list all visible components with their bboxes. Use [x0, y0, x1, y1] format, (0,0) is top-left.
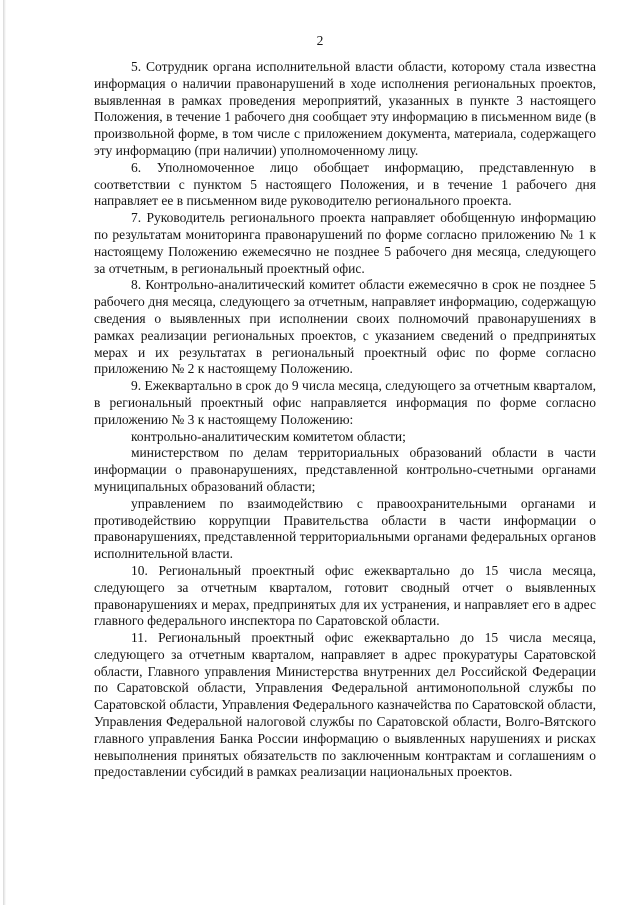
paragraph-10: 10. Региональный проектный офис ежеквартально до 15 числа месяца, следующего за отчетным кварталом, готовит сводный отчет о выявленных правонарушениях и мерах, предпринятых для их устранения, и направляет его в адрес главного федерального инспектора по Саратовской области. — [94, 562, 596, 629]
paragraph-11: 11. Региональный проектный офис ежеквартально до 15 числа месяца, следующего за отчетным кварталом, направляет в адрес прокуратуры Саратовской области, Главного управления Министерства внутренних дел Российской Федерации по Саратовской области, Управления Федеральной антимонопольной службы по Саратовской области, Управления Федерального казначейства по Саратовской области, Управления Федеральной налоговой службы по Саратовской области, Волго-Вятского главного управления Банка России информацию о выявленных нарушениях и рисках невыполнения принятых обязательств по заключенным контрактам и соглашениям о предоставлении субсидий в рамках реализации национальных проектов. — [94, 630, 596, 780]
paragraph-6: 6. Уполномоченное лицо обобщает информацию, представленную в соответствии с пунктом 5 настоящего Положения, и в течение 1 рабочего дня направляет ее в письменном виде руководителю регионального проекта. — [94, 159, 596, 209]
paragraph-7: 7. Руководитель регионального проекта направляет обобщенную информацию по результатам мониторинга правонарушений по форме согласно приложению № 1 к настоящему Положению ежемесячно не позднее 5 рабочего дня месяца, следующего за отчетным, в региональный проектный офис. — [94, 210, 596, 276]
document-body — [94, 59, 596, 781]
scan-edge-shadow — [3, 0, 6, 905]
paragraph-5: 5. Сотрудник органа исполнительной власти области, которому стала известна информация о наличии правонарушений в ходе исполнения региональных проектов, выявленная в рамках проведения мероприятий, указанных в пункте 3 настоящего Положения, в течение 1 рабочего дня сообщает эту информацию в письменном виде (в произвольной форме, в том числе с приложением документа, материала, содержащего эту информацию (при наличии) уполномоченному лицу. — [94, 59, 596, 158]
paragraph-9-item-1: контрольно-аналитическим комитетом области; — [131, 428, 406, 444]
paragraph-9-item-2: министерством по делам территориальных образований области в части информации о правонарушениях, представленной контрольно-счетными органами муниципальных образований области; — [94, 445, 596, 494]
page-number: 2 — [316, 33, 324, 48]
paragraph-9: 9. Ежеквартально в срок до 9 числа месяца, следующего за отчетным кварталом, в региональный проектный офис направляется информация по форме согласно приложению № 3 к настоящему Положению: — [94, 378, 596, 427]
paragraph-8: 8. Контрольно-аналитический комитет области ежемесячно в срок не позднее 5 рабочего дня месяца, следующего за отчетным, направляет информацию, содержащую сведения о выявленных при исполнении своих полномочий правонарушениях в рамках реализации региональных проектов, с указанием сведений о предпринятых мерах и их результатах в региональный проектный офис по форме согласно приложению № 2 к настоящему Положению. — [94, 277, 596, 377]
paragraph-9-item-3: управлением по взаимодействию с правоохранительными органами и противодействию коррупции Правительства области в части информации о правонарушениях, представленной территориальными органами федеральных органов исполнительной власти. — [94, 495, 596, 562]
